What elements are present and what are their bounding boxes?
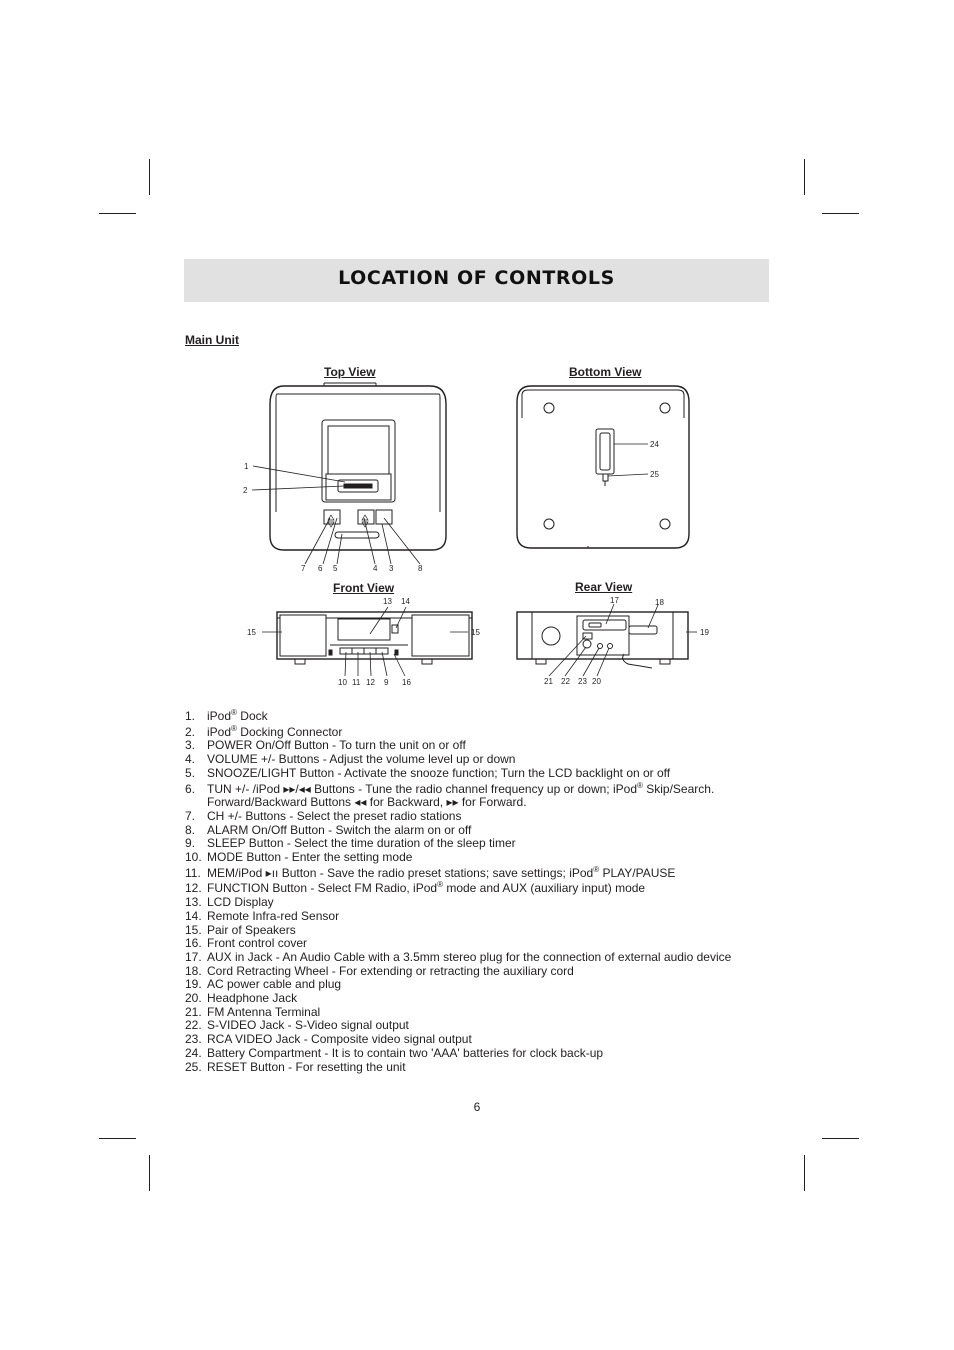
front-view-drawing: [277, 612, 472, 664]
top-view-drawing: [270, 383, 446, 550]
controls-legend: [185, 710, 785, 1074]
legend-item: 9. SLEEP Button - Select the time duration of the sleep timer: [185, 836, 516, 851]
callout: 10: [338, 678, 347, 687]
callout: 22: [561, 677, 570, 686]
legend-item: 21. FM Antenna Terminal: [185, 1004, 321, 1019]
callout: 23: [578, 677, 587, 686]
callout: 15: [471, 628, 480, 637]
legend-item: 15. Pair of Speakers: [185, 922, 296, 937]
callout: 12: [366, 678, 375, 687]
legend-item: 19. AC power cable and plug: [185, 977, 342, 992]
page-title: LOCATION OF CONTROLS: [338, 267, 615, 289]
crop-mark: [804, 1155, 805, 1191]
rear-view-drawing: [517, 612, 688, 668]
legend-item: 16. Front control cover: [185, 936, 308, 951]
callout: 14: [401, 597, 410, 606]
section-label: Main Unit: [185, 333, 239, 347]
legend-item: 22. S-VIDEO Jack - S-Video signal output: [185, 1018, 409, 1033]
legend-item: 3. POWER On/Off Button - To turn the unit on or off: [185, 738, 466, 753]
crop-mark: [822, 1138, 859, 1139]
bottom-view-label: Bottom View: [569, 365, 642, 379]
bottom-view-callouts: [650, 440, 659, 479]
legend-item: 2. iPod® Docking Connector: [185, 723, 343, 739]
legend-item: 6. TUN +/- /iPod ▸▸/◂◂ Buttons - Tune the radio channel frequency up or down; iPod® Skip/Search. Forward/Backward Buttons ◂◂ for Backward, ▸▸ for Forward.: [185, 780, 715, 810]
legend-item: 4. VOLUME +/- Buttons - Adjust the volume level up or down: [185, 752, 516, 767]
callout: 21: [544, 677, 553, 686]
legend-item: 7. CH +/- Buttons - Select the preset radio stations: [185, 808, 462, 823]
callout: 8: [418, 564, 423, 573]
callout: 11: [352, 678, 361, 687]
callout: 20: [592, 677, 601, 686]
callout: 16: [402, 678, 411, 687]
legend-item: 11. MEM/iPod ▸ıı Button - Save the radio preset stations; save settings; iPod® PLAY/PAUSE: [185, 864, 676, 880]
legend-item: 5. SNOOZE/LIGHT Button - Activate the snooze function; Turn the LCD backlight on or off: [185, 765, 671, 780]
callout: 24: [650, 440, 659, 449]
legend-item: 14. Remote Infra-red Sensor: [185, 908, 340, 923]
legend-item: 20. Headphone Jack: [185, 991, 298, 1006]
legend-item: 24. Battery Compartment - It is to contain two 'AAA' batteries for clock back-up: [185, 1045, 604, 1060]
legend-item: 8. ALARM On/Off Button - Switch the alarm on or off: [185, 822, 472, 837]
callout: 19: [700, 628, 709, 637]
crop-mark: [99, 1138, 136, 1139]
legend-item: 18. Cord Retracting Wheel - For extending or retracting the auxiliary cord: [185, 963, 574, 978]
callout: 4: [373, 564, 378, 573]
callout: 6: [318, 564, 323, 573]
callout: 1: [244, 462, 249, 471]
rear-view-leaders: [549, 604, 697, 676]
rear-view-label: Rear View: [575, 580, 633, 594]
callout: 15: [247, 628, 256, 637]
top-view-label: Top View: [324, 365, 376, 379]
callout: 13: [383, 597, 392, 606]
callout: 2: [243, 486, 248, 495]
callout: 5: [333, 564, 338, 573]
legend-item: 12. FUNCTION Button - Select FM Radio, iPod® mode and AUX (auxiliary input) mode: [185, 880, 646, 896]
legend-item: 25. RESET Button - For resetting the unit: [185, 1059, 406, 1074]
page-number: 6: [473, 1100, 481, 1114]
legend-item: 10. MODE Button - Enter the setting mode: [185, 850, 413, 865]
callout: 25: [650, 470, 659, 479]
front-view-label: Front View: [333, 581, 395, 595]
callout: 7: [301, 564, 306, 573]
bottom-view-drawing: [517, 386, 689, 548]
callout: 9: [384, 678, 389, 687]
legend-item: 1. iPod® Dock: [185, 708, 268, 723]
callout: 18: [655, 598, 664, 607]
crop-mark: [149, 1155, 150, 1191]
legend-item: 17. AUX in Jack - An Audio Cable with a 3.5mm stereo plug for the connection of external audio device: [185, 949, 732, 964]
legend-item: 13. LCD Display: [185, 895, 274, 910]
legend-item: 23. RCA VIDEO Jack - Composite video signal output: [185, 1032, 472, 1047]
callout: 3: [389, 564, 394, 573]
callout: 17: [610, 596, 619, 605]
rear-view-callouts: [544, 596, 709, 686]
